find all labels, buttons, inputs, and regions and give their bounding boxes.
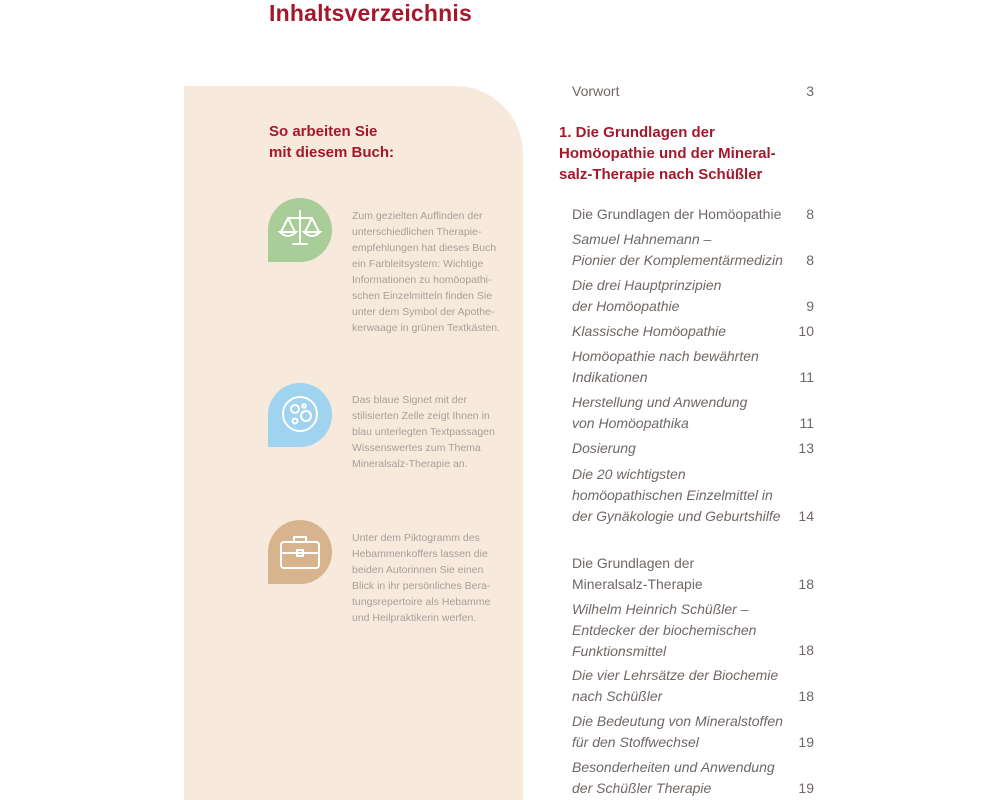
toc-page-number: 11 <box>799 415 814 431</box>
legend-line: Mineralsalz-Therapie an. <box>352 458 468 470</box>
toc-page-number: 14 <box>798 508 814 524</box>
toc-entry-line: Die 20 wichtigsten <box>572 466 686 482</box>
legend-line: beiden Autorinnen Sie einen <box>352 564 484 576</box>
legend-line: kerwaage in grünen Textkästen. <box>352 322 501 334</box>
toc-page-number: 18 <box>798 642 814 658</box>
toc-entry-line: Dosierung <box>572 440 636 456</box>
panel-heading-line: mit diesem Buch: <box>269 144 395 161</box>
toc-entry-line: Die Grundlagen der <box>572 555 695 571</box>
toc-entry-line: Die vier Lehrsätze der Biochemie <box>572 667 779 683</box>
toc-entry-line: der Gynäkologie und Geburtshilfe <box>572 508 781 524</box>
toc-page-number: 19 <box>798 734 814 750</box>
toc-page-number: 10 <box>798 323 814 339</box>
legend-line: ein Farbleitsystem: Wichtige <box>352 258 484 270</box>
toc-entry <box>572 665 778 707</box>
toc-entry-line: der Homöopathie <box>572 298 680 314</box>
toc-entry-line: Wilhelm Heinrich Schüßler – <box>572 601 749 617</box>
toc-entry <box>572 392 747 434</box>
legend-line: Unter dem Piktogramm des <box>352 532 480 544</box>
toc-entry-line: Herstellung und Anwendung <box>572 394 748 410</box>
toc-page-number: 11 <box>799 369 814 385</box>
chapter-title-line: salz-Therapie nach Schüßler <box>559 166 763 183</box>
toc-entry-line: Vorwort <box>572 83 620 99</box>
toc-entry <box>572 757 775 799</box>
legend-text-green <box>352 208 508 336</box>
toc-entry-foreword <box>572 81 619 102</box>
legend-line: Blick in ihr persönliches Bera- <box>352 580 491 592</box>
legend-line: tungsrepertoire als Hebamme <box>352 596 491 608</box>
toc-entry-line: von Homöopathika <box>572 415 689 431</box>
toc-entry-line: Funktionsmittel <box>572 643 667 659</box>
toc-entry-line: Mineralsalz-Therapie <box>572 576 703 592</box>
toc-entry-line: Samuel Hahnemann – <box>572 231 712 247</box>
toc-entry <box>572 346 759 388</box>
toc-entry-line: Entdecker der biochemischen <box>572 622 757 638</box>
legend-line: empfehlungen hat dieses Buch <box>352 242 497 254</box>
toc-entry-line: Pionier der Komplementärmedizin <box>572 252 783 268</box>
panel-heading-line: So arbeiten Sie <box>269 123 378 140</box>
cell-icon <box>268 383 332 447</box>
toc-entry <box>572 464 781 527</box>
legend-line: unter dem Symbol der Apothe- <box>352 306 495 318</box>
toc-entry <box>572 275 721 317</box>
panel-heading <box>269 121 394 163</box>
toc-entry-line: Homöopathie nach bewährten <box>572 348 759 364</box>
toc-entry <box>572 599 756 662</box>
toc-entry-line: der Schüßler Therapie <box>572 780 712 796</box>
legend-line: und Heilpraktikerin werfen. <box>352 612 477 624</box>
legend-line: Zum gezielten Auffinden der <box>352 210 483 222</box>
legend-line: schen Einzelmitteln finden Sie <box>352 290 493 302</box>
midwife-case-icon <box>268 520 332 584</box>
legend-line: Das blaue Signet mit der <box>352 394 467 406</box>
toc-page-number: 3 <box>806 83 814 99</box>
page-title: Inhaltsverzeichnis <box>269 0 473 26</box>
toc-page-number: 9 <box>806 298 814 314</box>
toc-page-number: 8 <box>806 252 814 268</box>
legend-line: stilisierten Zelle zeigt Ihnen in <box>352 410 490 422</box>
toc-entry-line: Besonderheiten und Anwendung <box>572 759 775 775</box>
toc-entry <box>572 438 636 459</box>
toc-page-number: 19 <box>798 780 814 796</box>
toc-entry <box>572 553 703 595</box>
toc-entry-line: Die drei Hauptprinzipien <box>572 277 722 293</box>
toc-entry-line: Klassische Homöopathie <box>572 323 727 339</box>
balance-scale-icon <box>268 198 332 262</box>
legend-text-blue <box>352 392 508 472</box>
legend-line: blau unterlegten Textpassagen <box>352 426 495 438</box>
toc-entry-line: Die Bedeutung von Mineralstoffen <box>572 713 783 729</box>
toc-entry <box>572 711 783 753</box>
toc-page-number: 18 <box>798 688 814 704</box>
legend-line: Informationen zu homöopathi- <box>352 274 492 286</box>
legend-text-brown <box>352 530 508 626</box>
toc-entry <box>572 204 781 225</box>
toc-page-number: 13 <box>798 440 814 456</box>
toc-page-number: 8 <box>806 206 814 222</box>
toc-entry-line: Die Grundlagen der Homöopathie <box>572 206 782 222</box>
toc-entry-line: für den Stoffwechsel <box>572 734 699 750</box>
chapter-title-line: 1. Die Grundlagen der <box>559 124 715 141</box>
toc-page-number: 18 <box>798 576 814 592</box>
toc-entry-line: nach Schüßler <box>572 688 663 704</box>
chapter-title <box>559 122 776 185</box>
legend-line: Hebammenkoffers lassen die <box>352 548 488 560</box>
toc-entry-line: homöopathischen Einzelmittel in <box>572 487 773 503</box>
legend-line: unterschiedlichen Therapie- <box>352 226 482 238</box>
toc-entry <box>572 321 726 342</box>
legend-line: Wissenswertes zum Thema <box>352 442 481 454</box>
chapter-title-line: Homöopathie und der Mineral- <box>559 145 776 162</box>
toc-entry-line: Indikationen <box>572 369 648 385</box>
toc-entry <box>572 229 783 271</box>
